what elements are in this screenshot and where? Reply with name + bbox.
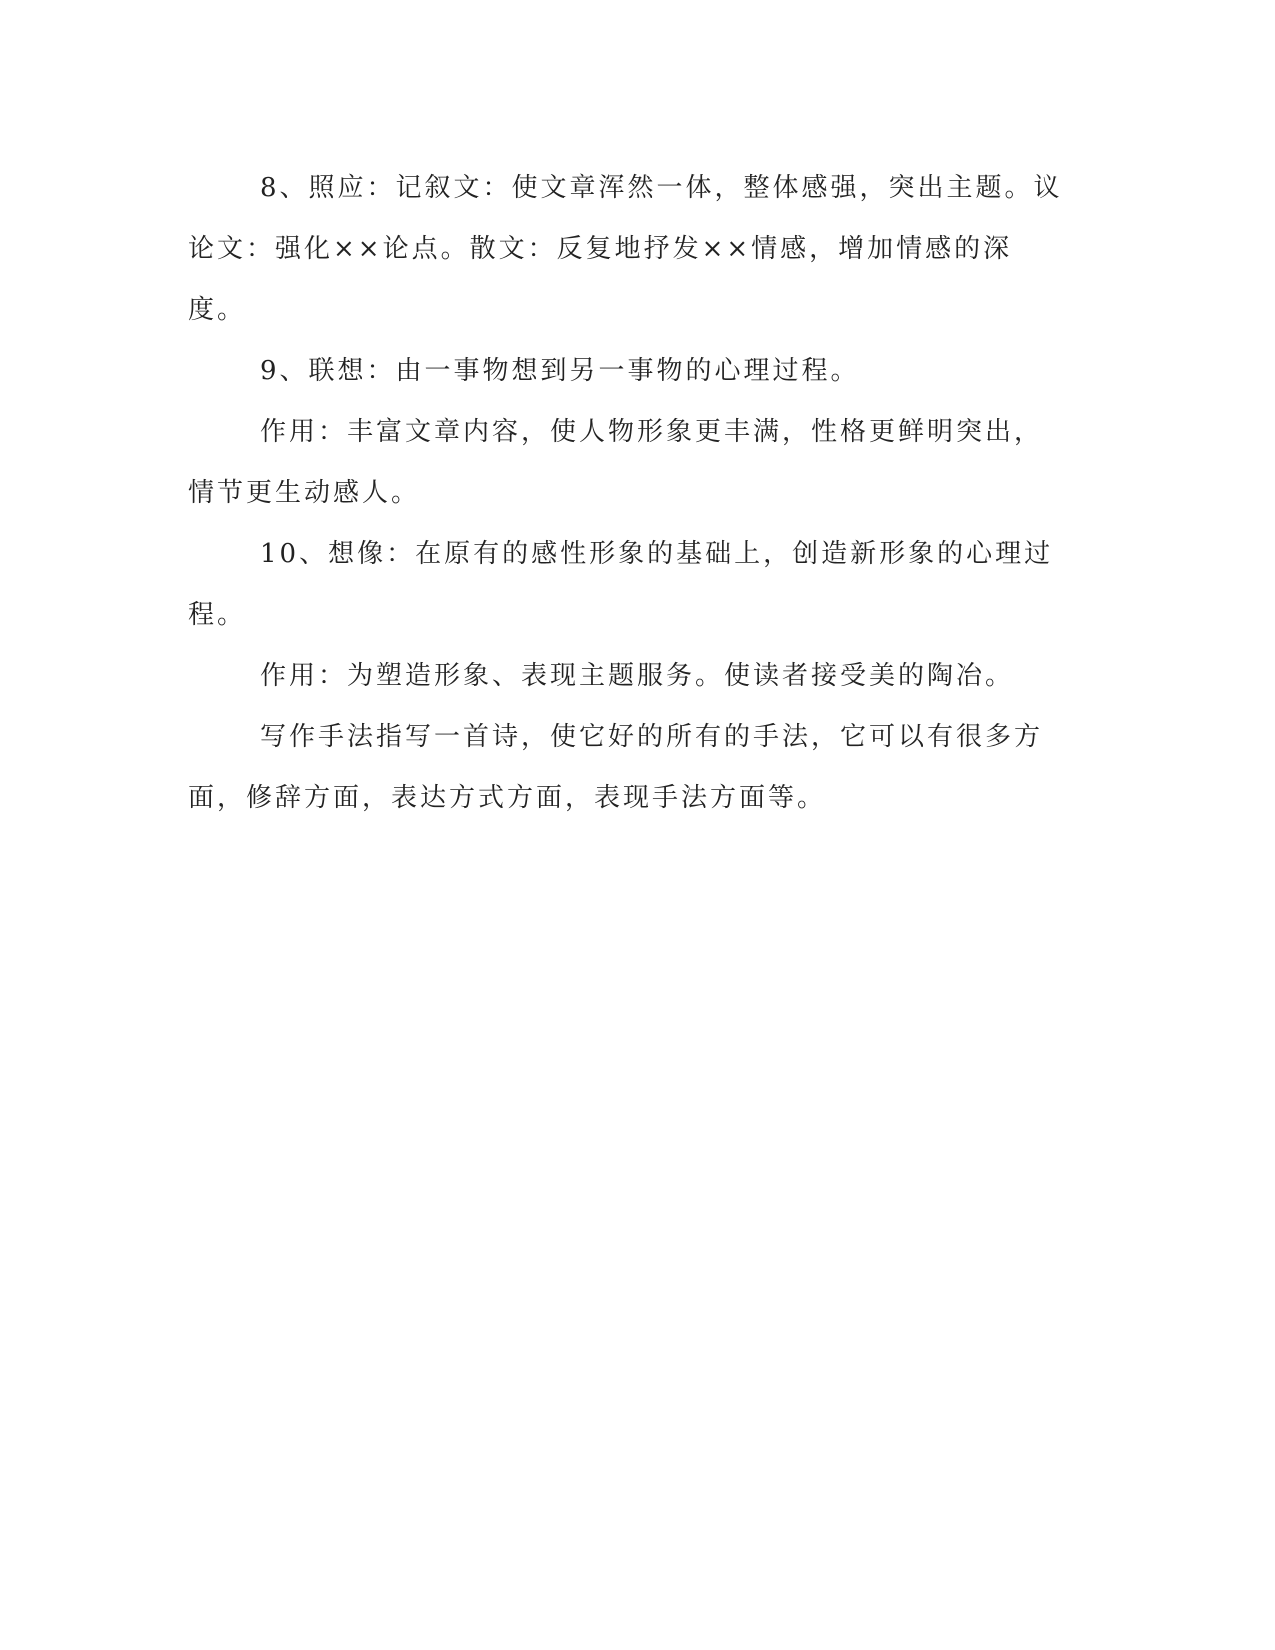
paragraph-writing-techniques: 写作手法指写一首诗，使它好的所有的手法，它可以有很多方面，修辞方面，表达方式方面，表现手法方面等。 (188, 722, 1044, 813)
document-body (188, 158, 1068, 829)
paragraph-imagination-effect: 作用：为塑造形象、表现主题服务。使读者接受美的陶冶。 (260, 661, 1015, 691)
paragraph-association: 9、联想：由一事物想到另一事物的心理过程。 (260, 356, 860, 386)
paragraph-imagination: 10、想像：在原有的感性形象的基础上，创造新形象的心理过程。 (188, 539, 1054, 630)
paragraph-echo: 8、照应：记叙文：使文章浑然一体，整体感强，突出主题。议论文：强化××论点。散文：反复地抒发××情感，增加情感的深度。 (188, 173, 1063, 325)
paragraph-association-effect: 作用：丰富文章内容，使人物形象更丰满，性格更鲜明突出，情节更生动感人。 (188, 417, 1044, 508)
